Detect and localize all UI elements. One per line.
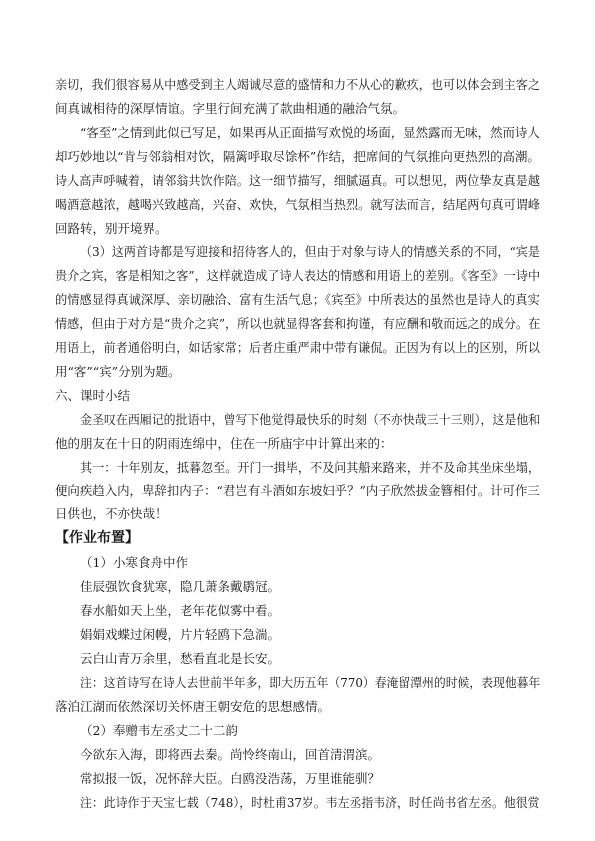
body-line: 诗人高声呼喊着，请邻翁共饮作陪。这一细节描写，细腻逼真。可以想见，两位挚友真是越: [55, 173, 541, 188]
body-line: 的情感显得真诚深厚、亲切融洽、富有生活气息；《宾至》中所表达的虽然也是诗人的真实: [55, 292, 540, 307]
body-line: 贵介之宾，客是相知之客”，这样就造成了诗人表达的情感和用语上的差别。《客至》一诗中: [55, 268, 541, 283]
body-line: 却巧妙地以“肯与邻翁相对饮，隔篱呼取尽馀杯”作结，把席间的气氛推向更热烈的高潮。: [55, 149, 540, 164]
body-line: 日供也，不亦快哉！: [55, 506, 168, 521]
poem-line: 云白山青万余里，愁看直北是长安。: [80, 651, 281, 666]
body-line: 用“客”“宾”分别为题。: [55, 364, 181, 379]
poem-title: （2）奉赠韦左丞丈二十二韵: [80, 723, 238, 738]
body-line: 情感，但由于对方是“贵介之宾”，所以也就显得客套和拘谨，有应酬和敬而远之的成分。在: [55, 316, 541, 331]
section-heading: 六、课时小结: [55, 388, 131, 403]
poem-title: （1）小寒食舟中作: [80, 555, 188, 570]
poem-line: 今欲东入海，即将西去秦。尚怜终南山，回首清渭滨。: [80, 747, 381, 762]
homework-heading: 【作业布置】: [55, 530, 139, 546]
body-line: 间真诚相待的深厚情谊。字里行间充满了款曲相通的融洽气氛。: [55, 101, 406, 116]
body-line: 金圣叹在西厢记的批语中，曾写下他觉得最快乐的时刻（不亦快哉三十三则），这是他和: [80, 412, 541, 427]
body-line: 他的朋友在十日的阴雨连绵中，住在一所庙宇中计算出来的：: [55, 436, 393, 451]
body-line: 回路转，别开境界。: [55, 221, 168, 236]
body-line: 其一：十年别友，抵暮忽至。开门一揖毕，不及问其船来路来，并不及命其坐床坐塌，: [80, 460, 541, 475]
body-line: 用语上，前者通俗明白，如话家常；后者庄重严肃中带有谦侃。正因为有以上的区别，所以: [55, 340, 541, 355]
body-line: “客至”之情到此似已写足，如果再从正面描写欢悦的场面，显然露而无味，然而诗人: [80, 125, 540, 140]
body-line: 亲切，我们很容易从中感受到主人竭诚尽意的盛情和力不从心的歉疚，也可以体会到主客之: [55, 77, 541, 92]
poem-line: 常拟报一饭，况怀辞大臣。白鸥没浩荡，万里谁能驯？: [80, 771, 381, 786]
poem-line: 娟娟戏蝶过闲幔，片片轻鸥下急湍。: [80, 627, 281, 642]
body-line: （3）这两首诗都是写迎接和招待客人的，但由于对象与诗人的情感关系的不同，“宾是: [80, 244, 540, 259]
note-line: 注：这首诗写在诗人去世前半年多，即大历五年（770）春淹留潭州的时候，表现他暮年: [80, 675, 541, 690]
poem-line: 春水船如天上坐，老年花似雾中看。: [80, 603, 281, 618]
body-line: 便向疾趋入内，卑辞扣内子：“君岂有斗酒如东坡妇乎？”内子欣然拔金簪相付。计可作三: [55, 483, 540, 498]
note-line: 注：此诗作于天宝七载（748），时杜甫37岁。韦左丞指韦济，时任尚书省左丞。他很赏: [80, 795, 540, 810]
note-line: 落泊江湖而依然深切关怀唐王朝安危的思想感情。: [55, 699, 331, 714]
poem-line: 佳辰强饮食犹寒，隐几萧条戴鹖冠。: [80, 579, 281, 594]
body-line: 喝酒意越浓，越喝兴致越高，兴奋、欢快，气氛相当热烈。就写法而言，结尾两句真可谓峰: [55, 197, 541, 212]
